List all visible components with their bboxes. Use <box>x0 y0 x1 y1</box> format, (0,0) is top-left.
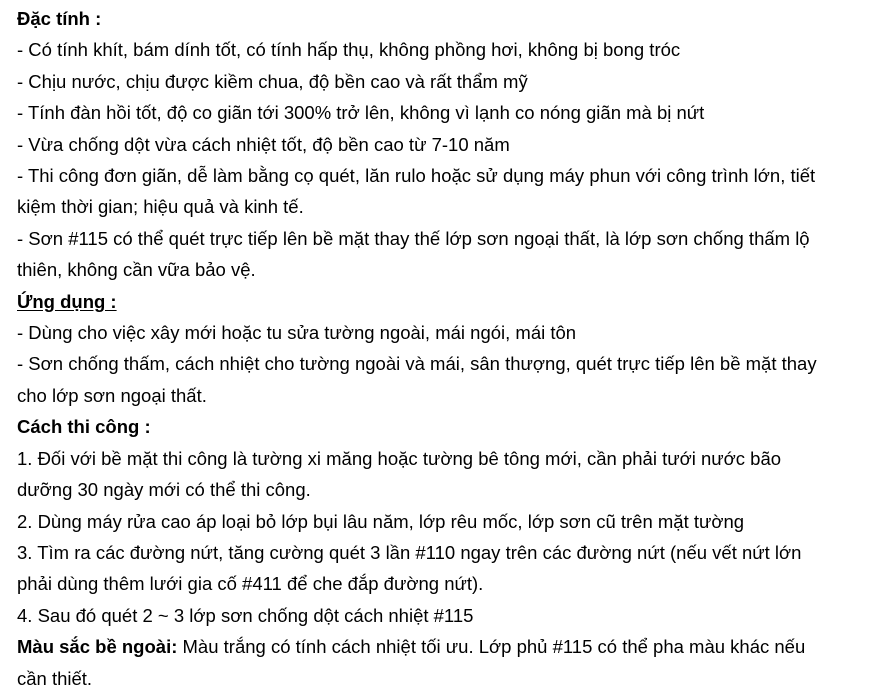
method-step: 4. Sau đó quét 2 ~ 3 lớp sơn chống dột cách nhiệt #115 <box>17 604 474 626</box>
features-item-continuation: kiệm thời gian; hiệu quả và kinh tế. <box>17 196 304 218</box>
method-step: 3. Tìm ra các đường nứt, tăng cường quét 3 lần #110 ngay trên các đường nứt (nếu vết nứt lớn <box>17 541 802 563</box>
features-item: - Sơn #115 có thể quét trực tiếp lên bề mặt thay thế lớp sơn ngoại thất, là lớp sơn chống thấm lộ <box>17 227 810 249</box>
color-text: Màu trắng có tính cách nhiệt tối ưu. Lớp phủ #115 có thể pha màu khác nếu <box>177 636 806 658</box>
features-item-continuation: thiên, không cần vữa bảo vệ. <box>17 259 256 281</box>
applications-heading-text: Ứng dụng : <box>17 290 117 312</box>
color-paragraph-continuation: cần thiết. <box>17 667 93 689</box>
method-step: 2. Dùng máy rửa cao áp loại bỏ lớp bụi lâu năm, lớp rêu mốc, lớp sơn cũ trên mặt tường <box>17 510 745 532</box>
method-step-continuation: phải dùng thêm lưới gia cố #411 để che đắp đường nứt). <box>17 573 484 595</box>
features-item: - Vừa chống dột vừa cách nhiệt tốt, độ bền cao từ 7-10 năm <box>17 133 510 155</box>
method-heading: Cách thi công : <box>17 416 151 438</box>
features-item: - Chịu nước, chịu được kiềm chua, độ bền cao và rất thẩm mỹ <box>17 70 528 92</box>
features-item: - Tính đàn hồi tốt, độ co giãn tới 300% trở lên, không vì lạnh co nóng giãn mà bị nứt <box>17 102 705 124</box>
features-item: - Thi công đơn giãn, dễ làm bằng cọ quét, lăn rulo hoặc sử dụng máy phun với công trình lớn, tiết <box>17 165 816 187</box>
applications-heading <box>17 286 871 317</box>
features-heading: Đặc tính : <box>17 8 102 29</box>
applications-item: - Dùng cho việc xây mới hoặc tu sửa tường ngoài, mái ngói, mái tôn <box>17 322 577 344</box>
features-item: - Có tính khít, bám dính tốt, có tính hấp thụ, không phồng hơi, không bị bong tróc <box>17 39 681 61</box>
color-paragraph <box>17 631 871 662</box>
applications-item: - Sơn chống thấm, cách nhiệt cho tường ngoài và mái, sân thượng, quét trực tiếp lên bề mặt thay <box>17 353 817 375</box>
applications-item-continuation: cho lớp sơn ngoại thất. <box>17 384 207 406</box>
color-label: Màu sắc bề ngoài: <box>17 636 178 658</box>
method-step-continuation: dưỡng 30 ngày mới có thể thi công. <box>17 479 311 501</box>
method-step: 1. Đối với bề mặt thi công là tường xi măng hoặc tường bê tông mới, cần phải tưới nước bão <box>17 447 782 469</box>
